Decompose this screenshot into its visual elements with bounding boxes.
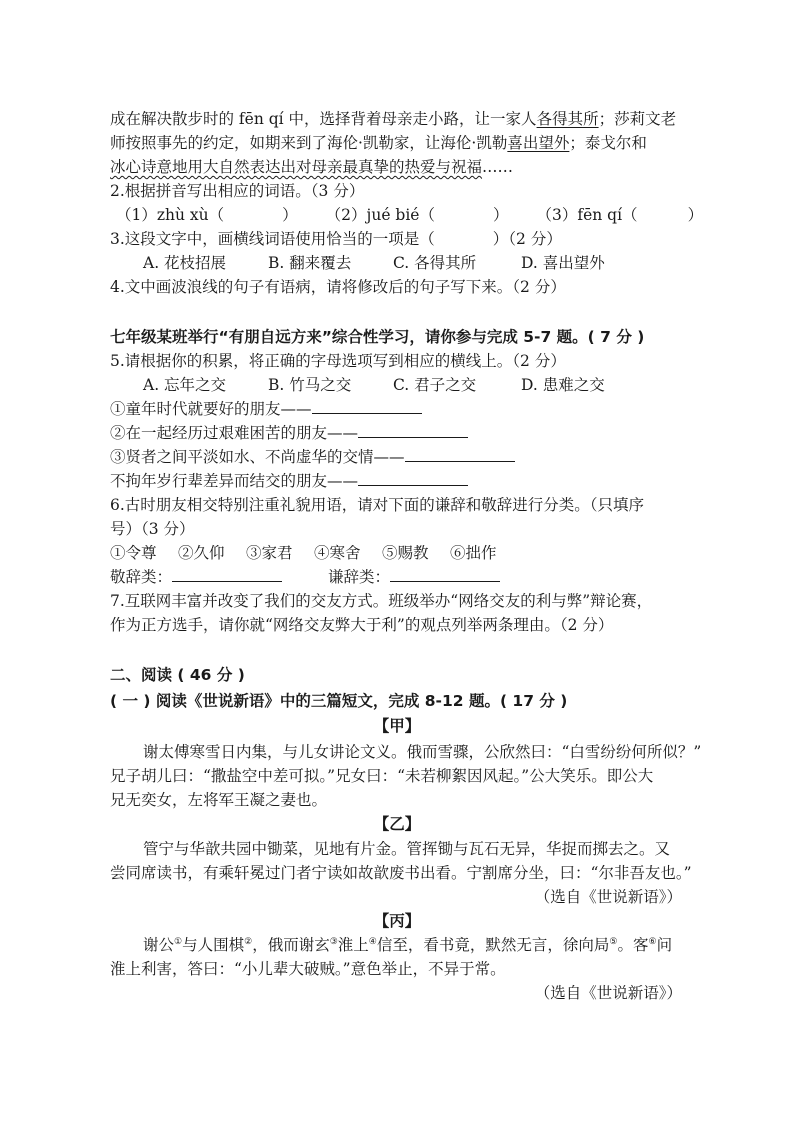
humble-label: 谦辞类：	[328, 568, 391, 586]
footnote-marker: ①	[174, 936, 183, 947]
q3-option-d: D. 喜出望外	[521, 254, 605, 272]
footnote-marker: ④	[368, 936, 377, 947]
passage-jia-label: 【甲】	[373, 717, 421, 735]
humble-answer-blank[interactable]	[390, 566, 500, 582]
intro-line-3	[110, 156, 513, 178]
q7-title-1: 7.互联网丰富并改变了我们的交友方式。班级举办“网络交友的利与弊”辩论赛，	[110, 592, 653, 610]
footnote-marker: ⑥	[648, 936, 657, 947]
underlined-word-gedeqisuo: 各得其所	[536, 110, 599, 128]
q6-item: ①令尊	[110, 544, 157, 562]
passage-jia-line: 谢太傅寒雪日内集，与儿女讲论文义。俄而雪骤，公欣然曰：“白雪纷纷何所似？”	[143, 743, 702, 761]
q5-option-d: D. 患难之交	[521, 376, 605, 394]
q2-item-3: （3）fēn qí（	[536, 206, 638, 224]
q6-item: ④寒舍	[314, 544, 361, 562]
q7-title-2: 作为正方选手，请你就“网络交友弊大于利”的观点列举两条理由。（2 分）	[110, 616, 614, 634]
reading-subsection-1-title: ( 一 ) 阅读《世说新语》中的三篇短文，完成 8-12 题。( 17 分 )	[110, 692, 568, 710]
answer-blank[interactable]	[405, 446, 515, 462]
passage-yi-label: 【乙】	[373, 815, 421, 833]
respect-answer-blank[interactable]	[172, 566, 282, 582]
q5-line-2	[110, 422, 468, 444]
q2-item-1: （1）zhù xù（	[116, 206, 225, 224]
footnote-marker: ⑤	[609, 936, 618, 947]
q2-title: 2.根据拼音写出相应的词语。（3 分）	[110, 182, 365, 200]
q5-line-1	[110, 398, 422, 420]
q3-text: ）（2 分）	[492, 230, 562, 248]
q3-option-b: B. 翻来覆去	[268, 254, 352, 272]
q5-option-c: C. 君子之交	[393, 376, 477, 394]
q5-line-text: ①童年时代就要好的朋友——	[110, 400, 312, 418]
q5-title: 5.请根据你的积累，将正确的字母选项写到相应的横线上。（2 分）	[110, 352, 566, 370]
bing-text: 。客	[617, 936, 649, 954]
q5-line-text: ②在一起经历过艰难困苦的朋友——	[110, 424, 359, 442]
q3-option-c: C. 各得其所	[393, 254, 477, 272]
passage-bing-source: （选自《世说新语》）	[534, 984, 682, 1002]
q6-answers	[110, 566, 500, 588]
section-comprehensive-title: 七年级某班举行“有朋自远方来”综合性学习，请你参与完成 5-7 题。( 7 分 )	[110, 328, 645, 346]
intro-text: ……	[482, 158, 514, 176]
passage-yi-line: 管宁与华歆共园中锄菜，见地有片金。管挥锄与瓦石无异，华捉而掷去之。又	[143, 840, 671, 858]
respect-label: 敬辞类：	[110, 568, 173, 586]
bing-text: 问	[656, 936, 673, 954]
passage-yi-source: （选自《世说新语》）	[534, 888, 682, 906]
answer-blank[interactable]	[358, 422, 468, 438]
q5-line-4	[110, 470, 468, 492]
passage-yi-line: 尝同席读书，有乘轩冕过门者宁读如故歆废书出看。宁割席分坐，曰：“尔非吾友也。”	[110, 864, 692, 882]
q6-item: ③家君	[246, 544, 293, 562]
intro-line-1	[110, 108, 676, 130]
q5-line-3	[110, 446, 515, 468]
answer-blank[interactable]	[312, 398, 422, 414]
wavy-sentence: 冰心诗意地用大自然表达出对母亲最真挚的热爱与祝福	[110, 158, 483, 176]
answer-blank[interactable]	[358, 470, 468, 486]
intro-text: ；莎莉文老	[598, 110, 677, 128]
passage-bing-line-1	[143, 934, 672, 956]
footnote-marker: ②	[244, 936, 253, 947]
q6-title-1: 6.古时朋友相交特别注重礼貌用语，请对下面的谦辞和敬辞进行分类。（只填序	[110, 496, 645, 514]
q3-text: 3.这段文字中，画横线词语使用恰当的一项是（	[110, 230, 435, 248]
footnote-marker: ③	[329, 936, 338, 947]
q5-line-text: 不拘年岁行辈差异而结交的朋友——	[110, 472, 359, 490]
q3-option-a: A. 花枝招展	[143, 254, 227, 272]
bing-text: ，俄而谢玄	[252, 936, 330, 954]
intro-text: ；泰戈尔和	[569, 134, 647, 152]
q6-item: ⑤赐教	[382, 544, 429, 562]
q2-items	[116, 204, 703, 226]
intro-line-2	[110, 132, 647, 154]
passage-jia-line: 兄子胡儿曰：“撒盐空中差可拟。”兄女曰：“未若柳絮因风起。”公大笑乐。即公大	[110, 767, 654, 785]
q5-line-text: ③贤者之间平淡如水、不尚虚华的交情——	[110, 448, 405, 466]
passage-jia-line: 兄无奕女，左将军王凝之妻也。	[110, 791, 328, 809]
passage-bing-line-2: 淮上利害，答曰：“小儿辈大破贼。”意色举止，不异于常。	[110, 960, 506, 978]
q5-option-b: B. 竹马之交	[268, 376, 352, 394]
q6-item: ②久仰	[178, 544, 225, 562]
q2-bracket: ）	[492, 206, 509, 224]
section-reading-title: 二、阅读 ( 46 分 )	[110, 666, 245, 684]
q6-title-2: 号）（3 分）	[110, 520, 195, 538]
passage-bing-label: 【丙】	[373, 912, 421, 930]
intro-text: 师按照事先的约定，如期来到了海伦·凯勒家，让海伦·凯勒	[110, 134, 508, 152]
q3-options	[143, 252, 605, 274]
q5-option-a: A. 忘年之交	[143, 376, 227, 394]
bing-text: 信至，看书竟，默然无言，徐向局	[376, 936, 610, 954]
q2-bracket: ）	[282, 206, 298, 224]
q3-title	[110, 228, 562, 250]
q2-item-2: （2）jué bié（	[325, 206, 435, 224]
bing-text: 与人围棋	[182, 936, 245, 954]
q6-items	[110, 542, 497, 564]
q4-title: 4.文中画波浪线的句子有语病，请将修改后的句子写下来。（2 分）	[110, 278, 566, 296]
underlined-word-xichuwangwai: 喜出望外	[507, 134, 570, 152]
bing-text: 谢公	[143, 936, 175, 954]
q5-options	[143, 374, 605, 396]
q2-bracket: ）	[687, 206, 704, 224]
intro-text: 成在解决散步时的 fēn qí 中，选择背着母亲走小路，让一家人	[110, 110, 537, 128]
q6-item: ⑥拙作	[450, 544, 497, 562]
bing-text: 淮上	[337, 936, 369, 954]
